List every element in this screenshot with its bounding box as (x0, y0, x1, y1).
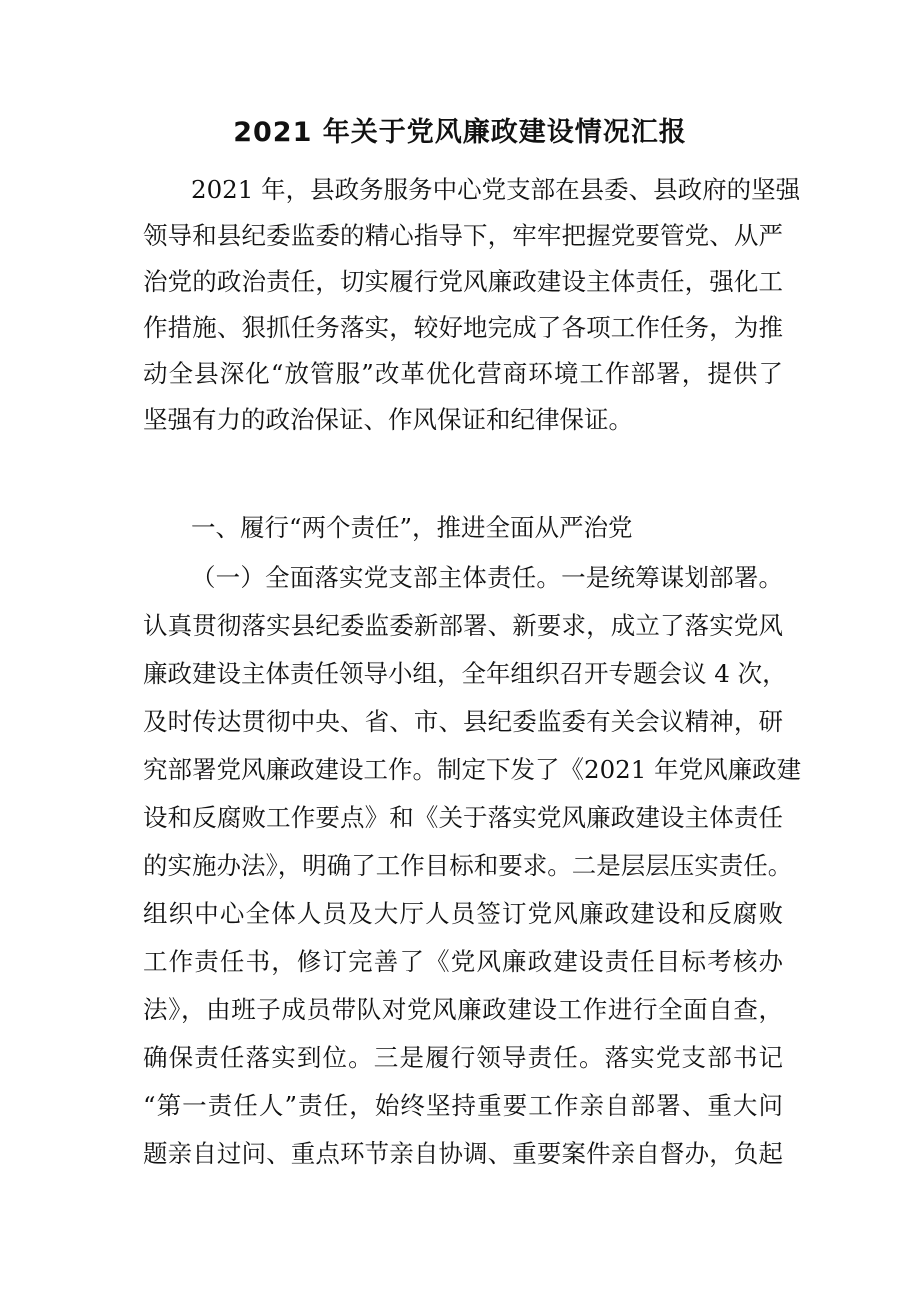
paragraph-line: 作措施、狠抓任务落实，较好地完成了各项工作任务，为推 (143, 313, 783, 342)
paragraph-line: 认真贯彻落实县纪委监委新部署、新要求，成立了落实党风 (143, 611, 783, 640)
paragraph-line: 工作责任书，修订完善了《党风廉政建设责任目标考核办 (143, 947, 783, 976)
section-heading: 一、履行“两个责任”，推进全面从严治党 (191, 513, 633, 542)
paragraph-line: （一）全面落实党支部主体责任。一是统筹谋划部署。 (191, 563, 783, 592)
paragraph-line: 领导和县纪委监委的精心指导下，牢牢把握党要管党、从严 (143, 221, 783, 250)
paragraph-line: 设和反腐败工作要点》和《关于落实党风廉政建设主体责任 (143, 803, 783, 832)
paragraph-line: 及时传达贯彻中央、省、市、县纪委监委有关会议精神，研 (143, 707, 783, 736)
paragraph-line: 法》，由班子成员带队对党风廉政建设工作进行全面自查， (143, 995, 783, 1024)
paragraph-line: 组织中心全体人员及大厅人员签订党风廉政建设和反腐败 (143, 899, 783, 928)
paragraph-line: 坚强有力的政治保证、作风保证和纪律保证。 (143, 405, 633, 434)
paragraph-line: 治党的政治责任，切实履行党风廉政建设主体责任，强化工 (143, 267, 783, 296)
paragraph-line: 廉政建设主体责任领导小组，全年组织召开专题会议 4 次， (143, 659, 787, 688)
paragraph-line: 的实施办法》，明确了工作目标和要求。二是层层压实责任。 (143, 851, 793, 880)
paragraph-line: 确保责任落实到位。三是履行领导责任。落实党支部书记 (143, 1043, 783, 1072)
paragraph-line: 究部署党风廉政建设工作。制定下发了《2021 年党风廉政建 (143, 755, 802, 784)
paragraph-line: 2021 年，县政务服务中心党支部在县委、县政府的坚强 (191, 175, 801, 204)
paragraph-line: 动全县深化“放管服”改革优化营商环境工作部署，提供了 (143, 359, 783, 388)
document-title: 2021 年关于党风廉政建设情况汇报 (233, 117, 687, 148)
paragraph-line: “第一责任人”责任，始终坚持重要工作亲自部署、重大问 (143, 1091, 783, 1120)
paragraph-line: 题亲自过问、重点环节亲自协调、重要案件亲自督办，负起 (143, 1139, 783, 1168)
